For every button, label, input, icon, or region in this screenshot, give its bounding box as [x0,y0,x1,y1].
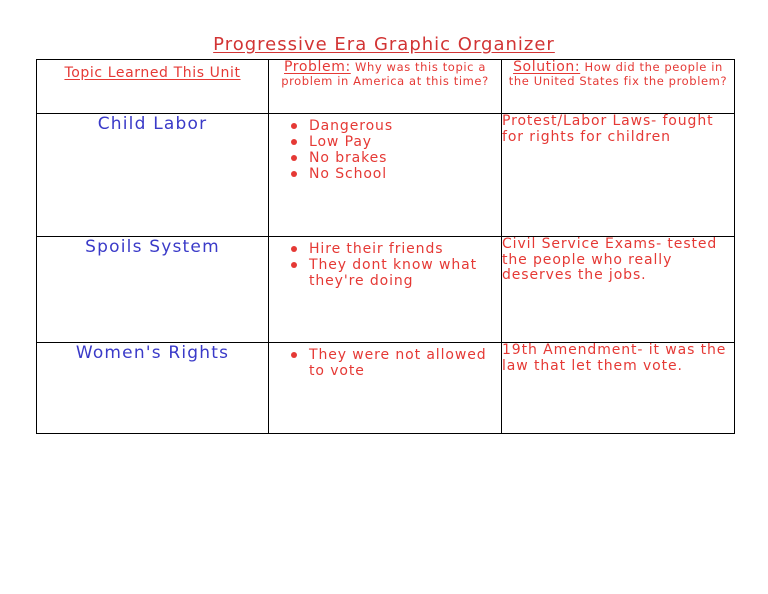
problem-text: Low Pay [309,134,372,150]
problem-list [269,118,501,182]
bullet-icon [291,171,297,177]
header-row [37,60,735,114]
list-item [309,150,501,166]
organizer-table [36,59,735,434]
header-solution-label: Solution: [513,59,581,75]
header-problem-question: Why was this topic a problem in America at this time? [281,60,489,88]
bullet-icon [291,139,297,145]
solution-cell: 19th Amendment- it was the law that let them vote. [502,343,735,434]
list-item [309,241,501,257]
solution-cell: Protest/Labor Laws- fought for rights for children [502,114,735,237]
header-problem [269,60,502,114]
table-row [37,343,735,434]
problem-text: They were not allowed to vote [309,347,487,379]
topic-cell: Spoils System [37,237,269,343]
bullet-icon [291,262,297,268]
table-row [37,114,735,237]
header-solution-question: How did the people in the United States fix the problem? [508,60,728,88]
problem-text: No brakes [309,150,388,166]
list-item [309,166,501,182]
topic-cell: Child Labor [37,114,269,237]
bullet-icon [291,246,297,252]
list-item [309,118,501,134]
problem-cell [269,237,502,343]
bullet-icon [291,352,297,358]
problem-cell [269,114,502,237]
list-item [309,257,501,289]
solution-cell: Civil Service Exams- tested the people who really deserves the jobs. [502,237,735,343]
problem-text: They dont know what they're doing [309,257,477,289]
problem-text: Hire their friends [309,241,444,257]
list-item [309,134,501,150]
problem-text: No School [309,166,388,182]
bullet-icon [291,155,297,161]
header-solution [502,60,735,114]
problem-cell [269,343,502,434]
table-row [37,237,735,343]
list-item [309,347,501,379]
header-topic: Topic Learned This Unit [37,60,269,114]
problem-list [269,241,501,289]
header-problem-label: Problem: [284,59,351,75]
problem-text: Dangerous [309,118,394,134]
topic-cell: Women's Rights [37,343,269,434]
problem-list [269,347,501,379]
bullet-icon [291,123,297,129]
page-title: Progressive Era Graphic Organizer [213,34,555,55]
